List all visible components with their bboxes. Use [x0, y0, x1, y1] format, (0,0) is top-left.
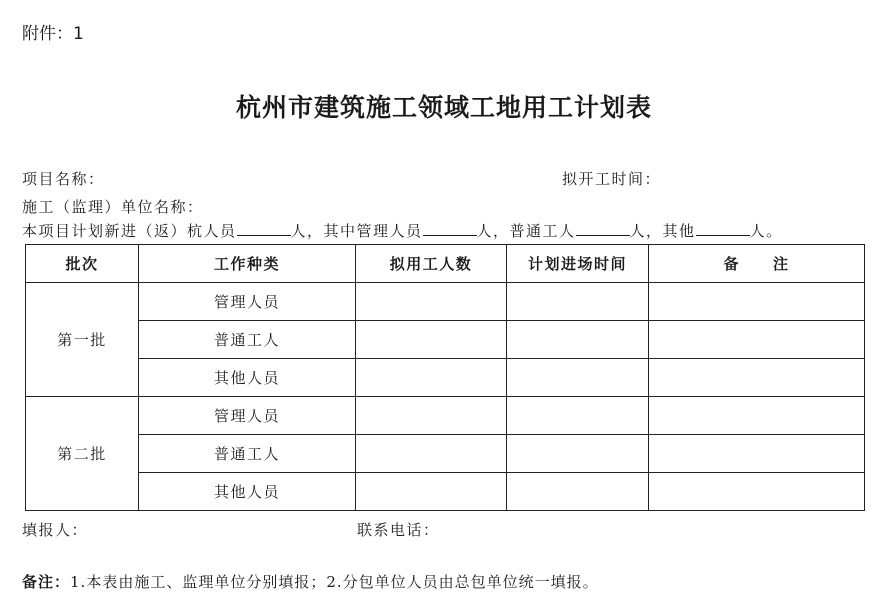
header-remarks: 备 注 — [649, 245, 865, 283]
plan-prefix: 本项目计划新进（返）杭人员 — [22, 222, 237, 240]
remarks-cell[interactable] — [649, 397, 865, 435]
entry-time-cell[interactable] — [507, 321, 649, 359]
work-type-cell: 普通工人 — [139, 321, 356, 359]
table-row — [26, 435, 865, 473]
remarks-cell[interactable] — [649, 359, 865, 397]
worker-count-blank[interactable] — [576, 221, 630, 236]
remark-label: 备注： — [22, 573, 71, 591]
table-row — [26, 397, 865, 435]
other-count-blank[interactable] — [696, 221, 750, 236]
phone-label: 联系电话： — [357, 521, 440, 539]
total-count-blank[interactable] — [237, 221, 291, 236]
filler-label: 填报人： — [22, 521, 89, 539]
work-type-cell: 管理人员 — [139, 283, 356, 321]
entry-time-cell[interactable] — [507, 359, 649, 397]
work-type-cell: 其他人员 — [139, 473, 356, 511]
work-type-cell: 普通工人 — [139, 435, 356, 473]
plan-seg3: 人，其他 — [629, 222, 696, 240]
header-planned-count: 拟用工人数 — [356, 245, 507, 283]
remark-text: 1.本表由施工、监理单位分别填报；2.分包单位人员由总包单位统一填报。 — [70, 573, 599, 591]
table-row — [26, 359, 865, 397]
planned-count-cell[interactable] — [356, 473, 507, 511]
plan-seg1: 人，其中管理人员 — [290, 222, 423, 240]
work-type-cell: 管理人员 — [139, 397, 356, 435]
attachment-label: 附件：1 — [22, 24, 84, 44]
header-entry-time: 计划进场时间 — [507, 245, 649, 283]
remarks-cell[interactable] — [649, 473, 865, 511]
batch-name: 第二批 — [26, 397, 139, 511]
planned-count-cell[interactable] — [356, 359, 507, 397]
remark-note — [22, 571, 599, 592]
planned-count-cell[interactable] — [356, 435, 507, 473]
labor-plan-table — [25, 244, 865, 511]
document-title: 杭州市建筑施工领域工地用工计划表 — [235, 93, 652, 122]
table-row — [26, 283, 865, 321]
remarks-cell[interactable] — [649, 283, 865, 321]
batch-name: 第一批 — [26, 283, 139, 397]
planned-count-cell[interactable] — [356, 397, 507, 435]
remarks-cell[interactable] — [649, 435, 865, 473]
plan-seg4: 人。 — [749, 222, 783, 240]
remarks-cell[interactable] — [649, 321, 865, 359]
planned-count-cell[interactable] — [356, 283, 507, 321]
entry-time-cell[interactable] — [507, 283, 649, 321]
table-row — [26, 473, 865, 511]
header-work-type: 工作种类 — [139, 245, 356, 283]
table-row — [26, 321, 865, 359]
plan-seg2: 人，普通工人 — [476, 222, 576, 240]
start-time-label: 拟开工时间： — [562, 170, 662, 188]
entry-time-cell[interactable] — [507, 435, 649, 473]
manager-count-blank[interactable] — [423, 221, 477, 236]
entry-time-cell[interactable] — [507, 473, 649, 511]
plan-summary-line — [22, 220, 783, 241]
planned-count-cell[interactable] — [356, 321, 507, 359]
header-batch: 批次 — [26, 245, 139, 283]
entry-time-cell[interactable] — [507, 397, 649, 435]
project-name-label: 项目名称： — [22, 170, 105, 188]
table-header-row — [26, 245, 865, 283]
unit-name-label: 施工（监理）单位名称： — [22, 198, 204, 216]
work-type-cell: 其他人员 — [139, 359, 356, 397]
